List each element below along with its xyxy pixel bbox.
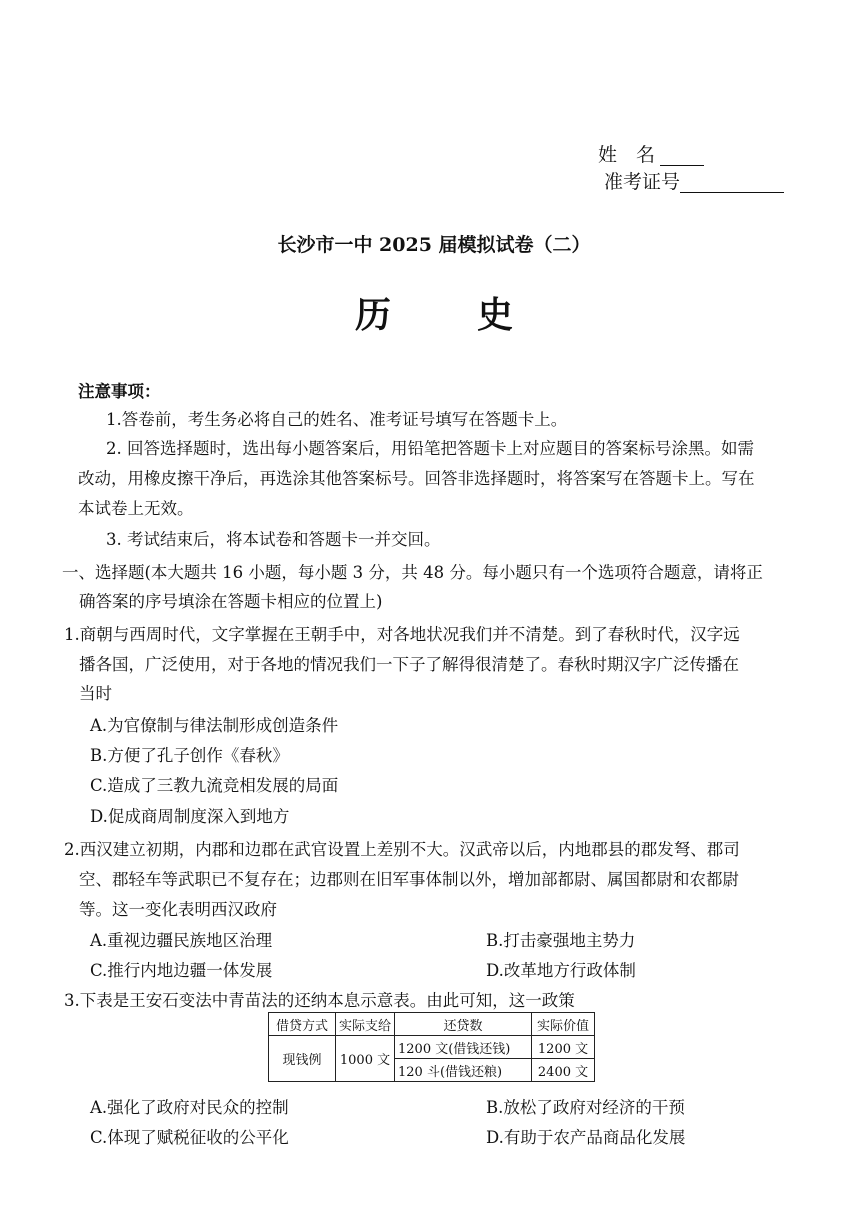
q1-stem-line-1: 1.商朝与西周时代，文字掌握在王朝手中，对各地状况我们并不清楚。到了春秋时代，汉字远 bbox=[64, 625, 740, 644]
q3-stem: 3.下表是王安石变法中青苗法的还纳本息示意表。由此可知，这一政策 bbox=[64, 991, 575, 1010]
name-label: 姓 名 bbox=[598, 144, 656, 166]
table-cell-method: 现钱例 bbox=[269, 1036, 336, 1082]
exam-id-underline bbox=[680, 172, 784, 193]
q2-option-d: D.改革地方行政体制 bbox=[486, 961, 636, 980]
q2-stem-line-2: 空、郡轻车等武职已不复存在；边郡则在旧军事体制以外，增加部都尉、属国都尉和农都尉 bbox=[79, 870, 739, 889]
name-field bbox=[598, 144, 704, 166]
subject-char-1: 历 bbox=[354, 294, 391, 336]
table-header-row bbox=[269, 1013, 595, 1036]
q2-option-b: B.打击豪强地主势力 bbox=[486, 931, 636, 950]
notice-item-2-line-3: 本试卷上无效。 bbox=[78, 499, 194, 518]
q1-option-a: A.为官僚制与律法制形成创造条件 bbox=[90, 716, 339, 735]
notice-heading: 注意事项： bbox=[78, 382, 161, 401]
exam-id-field bbox=[604, 171, 784, 193]
exam-id-label: 准考证号 bbox=[604, 171, 681, 193]
table-cell-repay: 120 斗(借钱还粮) bbox=[395, 1059, 532, 1082]
q1-option-d: D.促成商周制度深入到地方 bbox=[90, 807, 290, 826]
notice-item-2-line-1: 2. 回答选择题时，选出每小题答案后，用铅笔把答题卡上对应题目的答案标号涂黑。如需 bbox=[106, 439, 754, 458]
notice-item-1: 1.答卷前，考生务必将自己的姓名、准考证号填写在答题卡上。 bbox=[106, 410, 568, 429]
q2-stem-line-3: 等。这一变化表明西汉政府 bbox=[79, 900, 277, 919]
table-row bbox=[269, 1036, 595, 1059]
table-header-cell: 实际价值 bbox=[532, 1013, 595, 1036]
subject-char-2: 史 bbox=[477, 294, 514, 336]
table-cell-value: 1200 文 bbox=[532, 1036, 595, 1059]
table-cell-value: 2400 文 bbox=[532, 1059, 595, 1082]
q1-option-b: B.方便了孔子创作《春秋》 bbox=[90, 746, 289, 765]
q1-stem-line-3: 当时 bbox=[79, 684, 112, 703]
q2-option-a: A.重视边疆民族地区治理 bbox=[90, 931, 273, 950]
table-cell-repay: 1200 文(借钱还钱) bbox=[395, 1036, 532, 1059]
q3-table bbox=[268, 1012, 595, 1082]
section-1-instruction-line-2: 确答案的序号填涂在答题卡相应的位置上) bbox=[79, 592, 383, 611]
q3-option-b: B.放松了政府对经济的干预 bbox=[486, 1098, 685, 1117]
q2-stem-line-1: 2.西汉建立初期，内郡和边郡在武官设置上差别不大。汉武帝以后，内地郡县的郡发弩、郡司 bbox=[64, 840, 740, 859]
name-underline bbox=[660, 145, 704, 166]
notice-item-2-line-2: 改动，用橡皮擦干净后，再选涂其他答案标号。回答非选择题时，将答案写在答题卡上。写在 bbox=[78, 469, 755, 488]
section-1-instruction-line-1: 一、选择题(本大题共 16 小题，每小题 3 分，共 48 分。每小题只有一个选项符合题意，请将正 bbox=[62, 563, 763, 582]
q1-stem-line-2: 播各国，广泛使用，对于各地的情况我们一下子了解得很清楚了。春秋时期汉字广泛传播在 bbox=[79, 655, 739, 674]
q2-option-c: C.推行内地边疆一体发展 bbox=[90, 961, 273, 980]
table-header-cell: 还贷数 bbox=[395, 1013, 532, 1036]
q3-option-c: C.体现了赋税征收的公平化 bbox=[90, 1128, 289, 1147]
q1-option-c: C.造成了三教九流竞相发展的局面 bbox=[90, 776, 339, 795]
table-header-cell: 实际支给 bbox=[336, 1013, 395, 1036]
table-header-cell: 借贷方式 bbox=[269, 1013, 336, 1036]
notice-item-3: 3. 考试结束后，将本试卷和答题卡一并交回。 bbox=[106, 530, 441, 549]
q3-option-a: A.强化了政府对民众的控制 bbox=[90, 1098, 289, 1117]
q3-option-d: D.有助于农产品商品化发展 bbox=[486, 1128, 686, 1147]
exam-title: 长沙市一中 2025 届模拟试卷（二） bbox=[277, 234, 591, 256]
table-cell-given: 1000 文 bbox=[336, 1036, 395, 1082]
subject-title bbox=[0, 287, 868, 338]
